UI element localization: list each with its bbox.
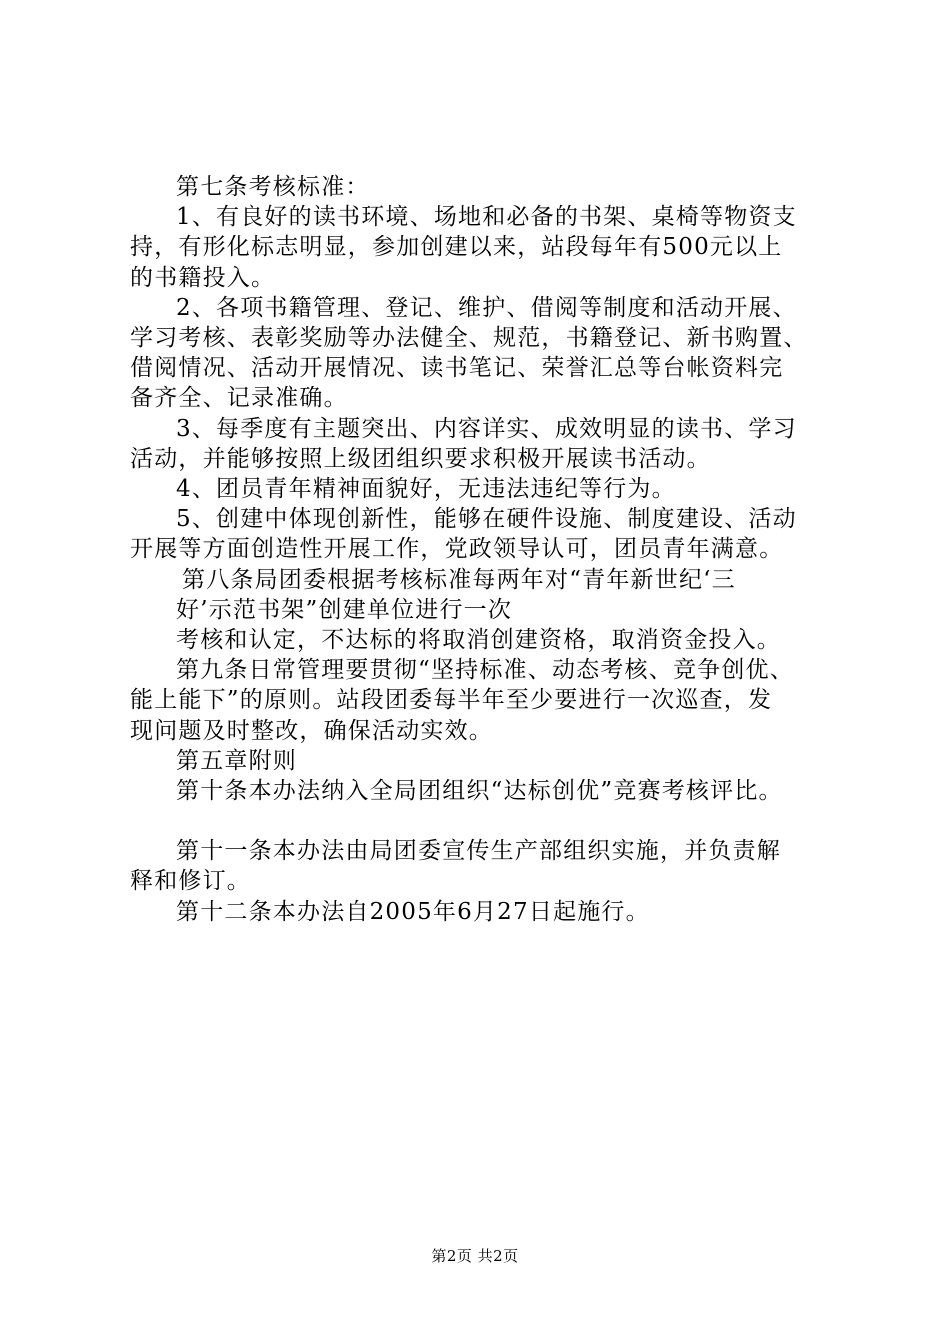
text-line: 的书籍投入。 xyxy=(130,264,276,291)
blank-line xyxy=(130,806,850,836)
text-line: 能上能下”的原则。站段团委每半年至少要进行一次巡查，发 xyxy=(130,687,773,714)
article-11-line: 第十一条本办法由局团委宣传生产部组织实施，并负责解 xyxy=(176,838,781,865)
text-line: 借阅情况、活动开展情况、读书笔记、荣誉汇总等台帐资料完 xyxy=(130,355,784,382)
text-line: 开展等方面创造性开展工作，党政领导认可，团员青年满意。 xyxy=(130,536,784,563)
text-line: 持，有形化标志明显，参加创建以来，站段每年有500元以上 xyxy=(130,234,783,261)
text-line: 好’示范书架”创建单位进行一次 xyxy=(176,596,513,623)
document-body xyxy=(130,172,850,927)
article-8-line: 第八条局团委根据考核标准每两年对“青年新世纪‘三 xyxy=(182,566,736,593)
text-line: 3、每季度有主题突出、内容详实、成效明显的读书、学习 xyxy=(176,415,797,442)
text-line: 4、团员青年精神面貌好，无违法违纪等行为。 xyxy=(176,476,676,503)
article-7-heading: 第七条考核标准： xyxy=(176,174,370,200)
text-line: 2、各项书籍管理、登记、维护、借阅等制度和活动开展、 xyxy=(176,294,797,321)
chapter-5-heading: 第五章附则 xyxy=(176,747,297,774)
text-line: 1、有良好的读书环境、场地和必备的书架、桌椅等物资支 xyxy=(176,204,797,231)
text-line: 释和修订。 xyxy=(130,868,251,895)
article-10-line: 第十条本办法纳入全局团组织“达标创优”竞赛考核评比。 xyxy=(176,778,783,805)
text-line: 考核和认定，不达标的将取消创建资格，取消资金投入。 xyxy=(176,627,781,654)
text-line: 5、创建中体现创新性，能够在硬件设施、制度建设、活动 xyxy=(176,506,797,533)
page-number-footer: 第2页 共2页 xyxy=(431,1247,519,1265)
article-12-line: 第十二条本办法自2005年6月27日起施行。 xyxy=(176,898,650,925)
article-9-line: 第九条日常管理要贯彻“坚持标准、动态考核、竞争创优、 xyxy=(176,657,794,684)
text-line: 现问题及时整改，确保活动实效。 xyxy=(130,717,493,744)
text-line: 学习考核、表彰奖励等办法健全、规范，书籍登记、新书购置、 xyxy=(130,325,808,352)
text-line: 备齐全、记录准确。 xyxy=(130,385,348,412)
text-line: 活动，并能够按照上级团组织要求积极开展读书活动。 xyxy=(130,445,711,472)
